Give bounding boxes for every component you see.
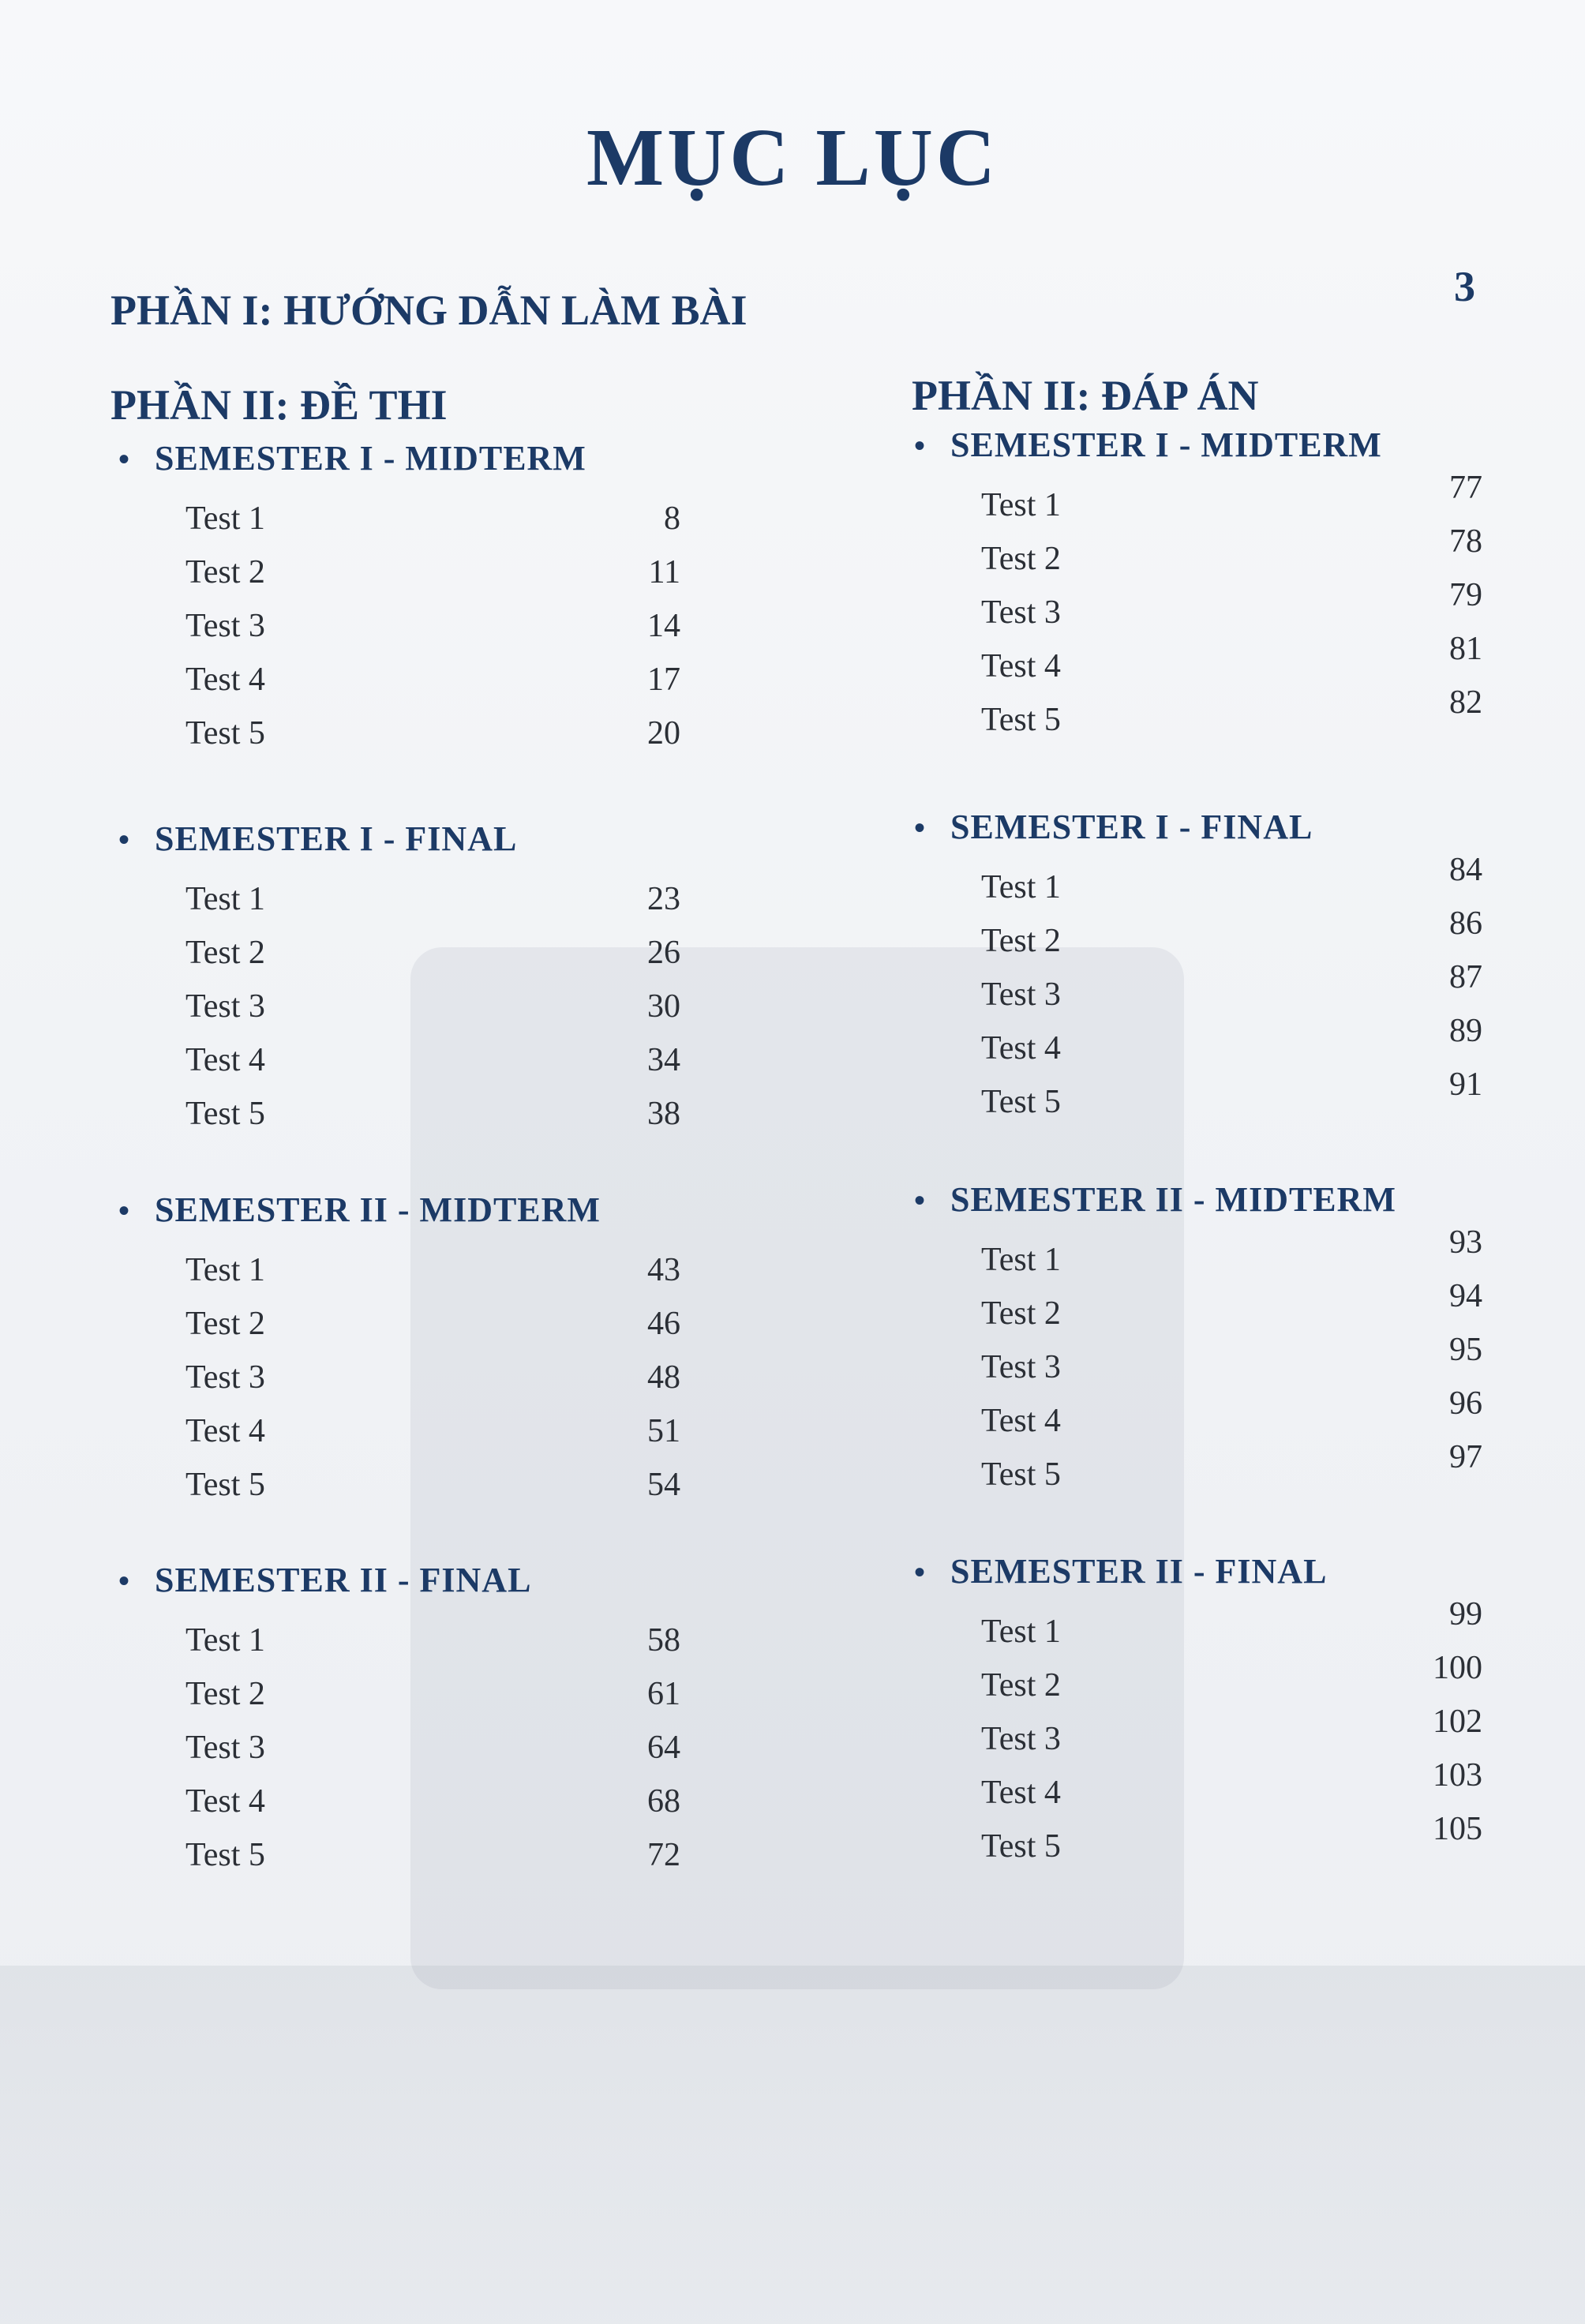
bullet-icon: • xyxy=(914,1554,927,1590)
toc-entry-page: 48 xyxy=(647,1359,680,1396)
toc-entry-label[interactable]: Test 1 xyxy=(185,500,265,537)
toc-entry-label[interactable]: Test 3 xyxy=(981,1721,1061,1757)
toc-entry-label[interactable]: Test 3 xyxy=(185,1359,265,1396)
toc-entry-page: 20 xyxy=(647,715,680,752)
toc-entry-page: 72 xyxy=(647,1837,680,1873)
toc-entry-label[interactable]: Test 5 xyxy=(981,1084,1061,1120)
toc-entry-page: 61 xyxy=(647,1676,680,1712)
toc-entry-page: 81 xyxy=(1449,631,1482,667)
toc-entry-label[interactable]: Test 3 xyxy=(981,594,1061,631)
toc-entry-page: 97 xyxy=(1449,1439,1482,1475)
section-heading xyxy=(914,425,1382,465)
toc-entry-label[interactable]: Test 1 xyxy=(185,881,265,917)
toc-entry-label[interactable]: Test 3 xyxy=(185,608,265,644)
toc-entry-page: 96 xyxy=(1449,1385,1482,1422)
toc-entry-label[interactable]: Test 4 xyxy=(185,1042,265,1078)
bullet-icon: • xyxy=(118,441,131,477)
section-title: SEMESTER I - MIDTERM xyxy=(950,425,1382,464)
bullet-icon: • xyxy=(914,810,927,845)
toc-entry-label[interactable]: Test 5 xyxy=(981,1828,1061,1865)
clipboard-watermark xyxy=(410,947,1184,1989)
toc-entry-page: 91 xyxy=(1449,1066,1482,1103)
toc-entry-label[interactable]: Test 1 xyxy=(981,487,1061,523)
part1-heading: PHẦN I: HƯỚNG DẪN LÀM BÀI xyxy=(111,287,748,334)
section-title: SEMESTER II - FINAL xyxy=(950,1552,1328,1591)
toc-entry-page: 30 xyxy=(647,988,680,1025)
toc-entry-label[interactable]: Test 5 xyxy=(185,1837,265,1873)
section-heading xyxy=(118,438,586,478)
section-title: SEMESTER I - MIDTERM xyxy=(155,439,586,478)
toc-entry-page: 87 xyxy=(1449,959,1482,995)
section-heading xyxy=(914,1551,1327,1591)
toc-entry-page: 58 xyxy=(647,1622,680,1659)
toc-entry-page: 94 xyxy=(1449,1278,1482,1314)
toc-entry-label[interactable]: Test 5 xyxy=(185,1096,265,1132)
bullet-icon: • xyxy=(118,822,131,857)
toc-entry-label[interactable]: Test 4 xyxy=(185,662,265,698)
bullet-icon: • xyxy=(118,1563,131,1599)
toc-entry-page: 82 xyxy=(1449,684,1482,721)
section-title: SEMESTER I - FINAL xyxy=(950,808,1313,846)
toc-entry-page: 26 xyxy=(647,935,680,971)
toc-entry-page: 105 xyxy=(1433,1811,1482,1847)
toc-entry-label[interactable]: Test 3 xyxy=(185,1730,265,1766)
section-heading xyxy=(118,1190,601,1230)
section-heading xyxy=(118,819,517,859)
toc-entry-page: 17 xyxy=(647,662,680,698)
toc-entry-page: 68 xyxy=(647,1783,680,1820)
toc-entry-label[interactable]: Test 5 xyxy=(981,1456,1061,1493)
bottom-shadow-band xyxy=(0,1966,1585,2324)
section-title: SEMESTER I - FINAL xyxy=(155,819,518,858)
section-heading xyxy=(118,1560,531,1600)
toc-entry-label[interactable]: Test 2 xyxy=(185,1306,265,1342)
toc-entry-label[interactable]: Test 2 xyxy=(185,935,265,971)
toc-entry-label[interactable]: Test 2 xyxy=(981,1667,1061,1704)
toc-entry-label[interactable]: Test 1 xyxy=(981,869,1061,905)
left-column-heading: PHẦN II: ĐỀ THI xyxy=(111,381,448,429)
toc-entry-label[interactable]: Test 1 xyxy=(981,1614,1061,1650)
toc-entry-page: 51 xyxy=(647,1413,680,1449)
toc-entry-label[interactable]: Test 3 xyxy=(981,976,1061,1013)
toc-entry-page: 99 xyxy=(1449,1596,1482,1632)
toc-entry-label[interactable]: Test 4 xyxy=(185,1413,265,1449)
bullet-icon: • xyxy=(914,1183,927,1218)
toc-entry-label[interactable]: Test 1 xyxy=(981,1242,1061,1278)
toc-entry-page: 95 xyxy=(1449,1332,1482,1368)
toc-entry-page: 77 xyxy=(1449,470,1482,506)
toc-entry-label[interactable]: Test 4 xyxy=(981,1403,1061,1439)
section-title: SEMESTER II - MIDTERM xyxy=(950,1180,1396,1219)
page-title: MỤC LỤC xyxy=(586,112,999,203)
toc-entry-label[interactable]: Test 2 xyxy=(185,554,265,590)
toc-entry-label[interactable]: Test 5 xyxy=(185,1467,265,1503)
toc-entry-page: 78 xyxy=(1449,523,1482,560)
toc-entry-page: 86 xyxy=(1449,905,1482,942)
toc-entry-label[interactable]: Test 5 xyxy=(185,715,265,752)
toc-entry-page: 34 xyxy=(647,1042,680,1078)
toc-entry-label[interactable]: Test 5 xyxy=(981,702,1061,738)
toc-entry-page: 46 xyxy=(647,1306,680,1342)
bullet-icon: • xyxy=(914,428,927,463)
section-heading xyxy=(914,1179,1396,1220)
toc-entry-page: 11 xyxy=(648,554,680,590)
toc-entry-page: 102 xyxy=(1433,1704,1482,1740)
toc-entry-page: 8 xyxy=(664,500,680,537)
toc-entry-page: 103 xyxy=(1433,1757,1482,1794)
toc-entry-page: 89 xyxy=(1449,1013,1482,1049)
section-title: SEMESTER II - FINAL xyxy=(155,1561,532,1599)
toc-entry-page: 38 xyxy=(647,1096,680,1132)
toc-entry-label[interactable]: Test 2 xyxy=(185,1676,265,1712)
toc-entry-label[interactable]: Test 4 xyxy=(981,1030,1061,1066)
toc-entry-page: 14 xyxy=(647,608,680,644)
toc-entry-page: 54 xyxy=(647,1467,680,1503)
toc-entry-label[interactable]: Test 1 xyxy=(185,1622,265,1659)
toc-entry-page: 84 xyxy=(1449,852,1482,888)
toc-entry-page: 43 xyxy=(647,1252,680,1288)
toc-entry-label[interactable]: Test 3 xyxy=(185,988,265,1025)
right-column-heading: PHẦN II: ĐÁP ÁN xyxy=(912,372,1259,419)
toc-entry-label[interactable]: Test 4 xyxy=(981,1775,1061,1811)
toc-entry-page: 100 xyxy=(1433,1650,1482,1686)
toc-entry-label[interactable]: Test 2 xyxy=(981,541,1061,577)
bullet-icon: • xyxy=(118,1193,131,1228)
toc-entry-label[interactable]: Test 2 xyxy=(981,1295,1061,1332)
section-title: SEMESTER II - MIDTERM xyxy=(155,1190,601,1229)
section-heading xyxy=(914,807,1313,847)
toc-entry-label[interactable]: Test 4 xyxy=(981,648,1061,684)
toc-entry-page: 64 xyxy=(647,1730,680,1766)
toc-entry-label[interactable]: Test 1 xyxy=(185,1252,265,1288)
toc-entry-page: 79 xyxy=(1449,577,1482,613)
toc-entry-label[interactable]: Test 4 xyxy=(185,1783,265,1820)
toc-entry-page: 23 xyxy=(647,881,680,917)
toc-entry-label[interactable]: Test 3 xyxy=(981,1349,1061,1385)
toc-entry-label[interactable]: Test 2 xyxy=(981,923,1061,959)
part1-page-number: 3 xyxy=(1454,263,1475,310)
toc-entry-page: 93 xyxy=(1449,1224,1482,1261)
